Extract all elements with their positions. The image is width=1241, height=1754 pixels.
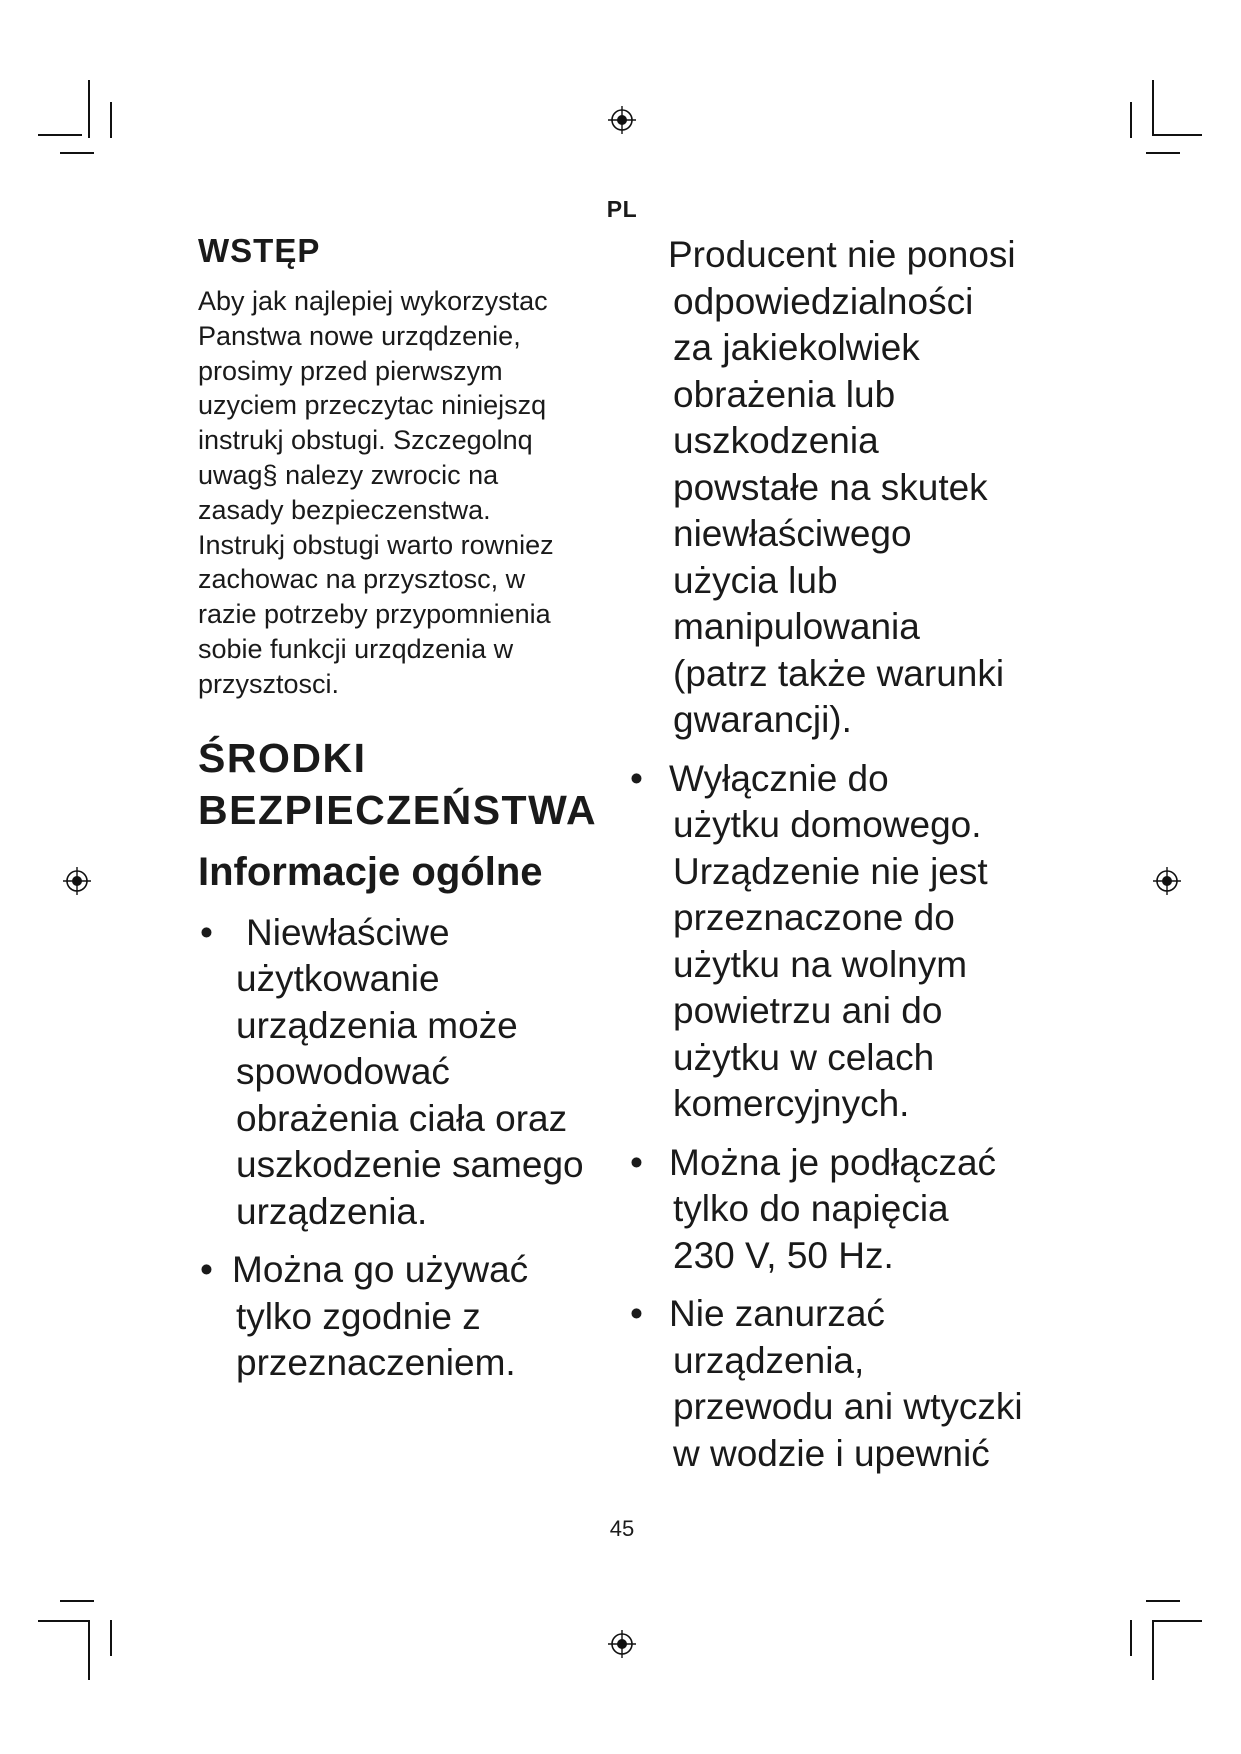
right-column [630, 232, 1080, 1489]
list-item-line: przeznaczeniem. [236, 1342, 516, 1384]
list-item-line: tylko do napięcia [673, 1188, 949, 1229]
intro-line: sobie funkcji urzqdzenia w [198, 633, 514, 664]
paragraph-line: Producent nie ponosi [668, 234, 1016, 275]
list-item-line: obrażenia ciała oraz [236, 1097, 568, 1139]
crop-mark [1152, 1620, 1154, 1680]
intro-paragraph [198, 284, 618, 702]
list-item-line: Wyłącznie do [669, 757, 889, 799]
list-item-line: użytku w celach [673, 1036, 935, 1078]
crop-mark [1130, 102, 1132, 138]
intro-line: zasady bezpieczenstwa. [198, 494, 491, 525]
crop-mark [88, 80, 90, 138]
list-item-line: spowodować [236, 1051, 450, 1093]
registration-mark-icon [607, 1629, 637, 1659]
paragraph-line: odpowiedzialności [673, 280, 974, 322]
bullet-icon: • [630, 1141, 643, 1183]
left-column [198, 232, 618, 1399]
intro-line: Aby jak najlepiej wykorzystac [198, 286, 548, 316]
paragraph-line: za jakiekolwiek [673, 327, 920, 368]
intro-line: instrukj obstugi. Szczegolnq [198, 425, 533, 456]
crop-mark [1146, 152, 1180, 154]
list-item-line: użytkowanie [236, 958, 440, 1000]
list-item-line: przewodu ani wtyczki [673, 1386, 1023, 1427]
paragraph-line: użycia lub [673, 559, 838, 601]
list-item-line: urządzenia może [236, 1004, 518, 1046]
intro-heading: WSTĘP [198, 232, 321, 269]
list-item-line: 230 V, 50 Hz. [673, 1234, 894, 1276]
paragraph-line: (patrz także warunki [673, 652, 1005, 694]
list-item-line: urządzenia, [673, 1339, 865, 1381]
continued-paragraph [640, 232, 1080, 744]
paragraph-line: powstałe na skutek [673, 466, 988, 508]
list-item-line: Można je podłączać [669, 1141, 997, 1183]
list-item [198, 1247, 618, 1387]
crop-mark [1152, 80, 1154, 136]
crop-mark [1146, 1600, 1180, 1602]
intro-line: Instrukj obstugi warto rowniez [198, 529, 554, 560]
paragraph-line: gwarancji). [673, 699, 852, 740]
bullet-icon: • [630, 1293, 643, 1334]
list-item-line: urządzenia. [236, 1190, 428, 1232]
list-item-line: Można go używać [232, 1249, 529, 1291]
paragraph-line: manipulowania [673, 606, 920, 647]
bullet-icon: • [200, 1249, 213, 1291]
crop-mark [110, 102, 112, 138]
page-number: 45 [609, 1516, 635, 1541]
paragraph-line: obrażenia lub [673, 373, 896, 415]
crop-mark [60, 152, 94, 154]
list-item-line: uszkodzenie samego [236, 1144, 584, 1186]
bullet-icon: • [200, 911, 213, 953]
list-item-line: Urządzenie nie jest [673, 850, 988, 892]
safety-heading-line: BEZPIECZEŃSTWA [198, 786, 598, 833]
paragraph-line: uszkodzenia [673, 420, 879, 461]
crop-mark [1130, 1620, 1132, 1656]
crop-mark [1154, 134, 1202, 136]
registration-mark-icon [1152, 866, 1182, 896]
list-item-line: w wodzie i upewnić [673, 1432, 990, 1474]
list-item-line: komercyjnych. [673, 1083, 910, 1124]
intro-line: razie potrzeby przypomnienia [198, 599, 551, 630]
crop-mark [38, 134, 82, 136]
list-item-line: Nie zanurzać [669, 1293, 885, 1334]
crop-mark [1152, 1620, 1202, 1622]
list-item-line: powietrzu ani do [673, 990, 943, 1031]
list-item-line: użytku na wolnym [673, 943, 968, 985]
intro-line: przysztosci. [198, 668, 340, 699]
list-item-line: przeznaczone do [673, 897, 955, 938]
intro-line: uzyciem przeczytac niniejszq [198, 390, 547, 421]
list-item-line: Niewłaściwe [246, 911, 450, 953]
crop-mark [110, 1620, 112, 1656]
list-item [198, 910, 618, 1236]
registration-mark-icon [62, 866, 92, 896]
language-code: PL [606, 196, 638, 222]
list-item-line: tylko zgodnie z [236, 1295, 481, 1337]
intro-line: zachowac na przysztosc, w [198, 564, 526, 595]
list-item [628, 1140, 1080, 1280]
list-item [628, 756, 1080, 1128]
list-item [628, 1291, 1080, 1477]
crop-mark [88, 1620, 90, 1680]
bullet-icon: • [630, 757, 643, 799]
paragraph-line: niewłaściwego [673, 513, 912, 554]
crop-mark [38, 1620, 90, 1622]
intro-line: uwag§ nalezy zwrocic na [198, 459, 499, 490]
general-info-subheading: Informacje ogólne [198, 849, 543, 894]
intro-line: prosimy przed pierwszym [198, 355, 503, 386]
safety-heading [198, 732, 618, 836]
intro-line: Panstwa nowe urzqdzenie, [198, 320, 521, 351]
list-item-line: użytku domowego. [673, 804, 982, 845]
registration-mark-icon [607, 105, 637, 135]
safety-heading-line: ŚRODKI [198, 734, 367, 781]
crop-mark [60, 1600, 94, 1602]
